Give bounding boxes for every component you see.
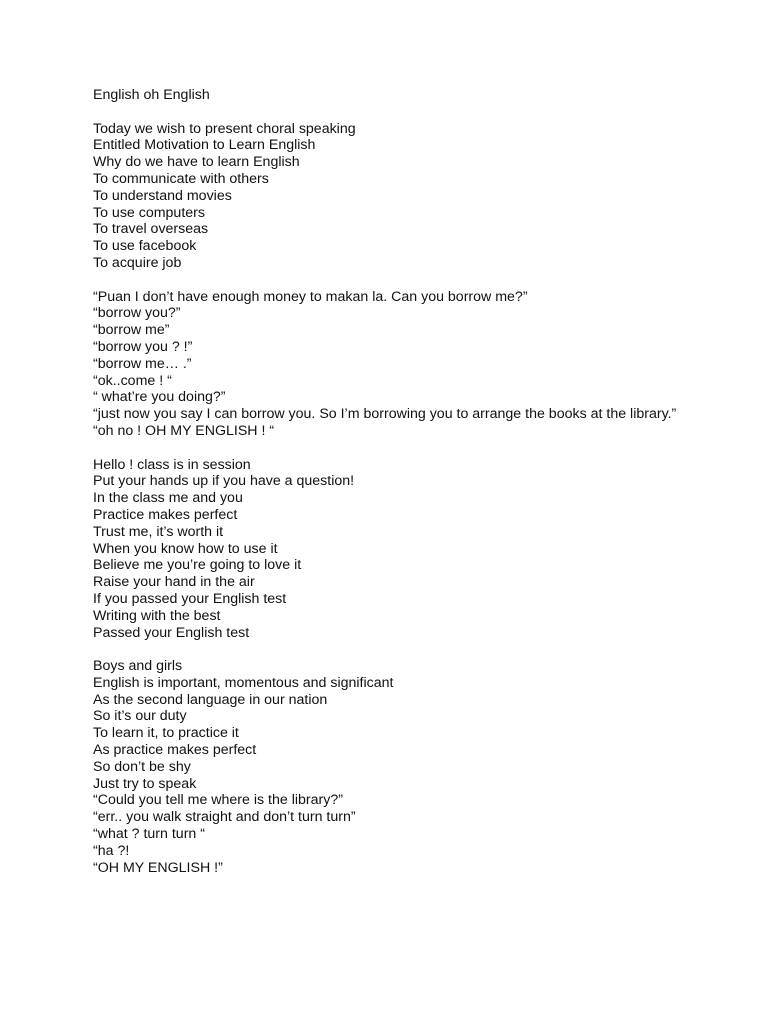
text-line: Passed your English test bbox=[93, 624, 250, 641]
text-line: “what ? turn turn “ bbox=[93, 826, 205, 843]
text-line: “borrow me” bbox=[93, 322, 170, 339]
text-line: If you passed your English test bbox=[93, 590, 287, 607]
text-line: “borrow me… .” bbox=[93, 355, 192, 372]
text-line: Today we wish to present choral speaking bbox=[93, 120, 356, 137]
text-line: To acquire job bbox=[93, 254, 182, 271]
text-line: So don’t be shy bbox=[93, 758, 191, 775]
stanza-motivation bbox=[93, 121, 693, 272]
text-line: “borrow you?” bbox=[93, 305, 181, 322]
text-line: Just try to speak bbox=[93, 775, 197, 792]
stanza-dialogue-borrow bbox=[93, 289, 693, 440]
text-line: “ what’re you doing?” bbox=[93, 389, 226, 406]
text-line: To learn it, to practice it bbox=[93, 725, 239, 742]
text-line: Boys and girls bbox=[93, 658, 183, 675]
text-line: To travel overseas bbox=[93, 221, 209, 238]
text-line: So it’s our duty bbox=[93, 708, 187, 725]
text-line: Put your hands up if you have a question! bbox=[93, 473, 355, 490]
text-line: Believe me you’re going to love it bbox=[93, 557, 302, 574]
text-line: Why do we have to learn English bbox=[93, 154, 300, 171]
text-line: “just now you say I can borrow you. So I’m borrowing you to arrange the books at the library.” bbox=[93, 406, 677, 423]
document-content bbox=[93, 87, 693, 893]
text-line: “Could you tell me where is the library?” bbox=[93, 792, 343, 809]
stanza-class-session bbox=[93, 457, 693, 642]
text-line: Hello ! class is in session bbox=[93, 456, 251, 473]
text-line: “oh no ! OH MY ENGLISH ! “ bbox=[93, 422, 275, 439]
text-line: “OH MY ENGLISH !” bbox=[93, 859, 223, 876]
document-title: English oh English bbox=[93, 87, 210, 103]
text-line: To use facebook bbox=[93, 238, 197, 255]
text-line: Trust me, it’s worth it bbox=[93, 523, 224, 540]
text-line: English is important, momentous and significant bbox=[93, 674, 394, 691]
stanza-boys-and-girls bbox=[93, 658, 693, 876]
text-line: In the class me and you bbox=[93, 490, 243, 507]
text-line: “borrow you ? !” bbox=[93, 338, 193, 355]
text-line: As the second language in our nation bbox=[93, 691, 328, 708]
text-line: Entitled Motivation to Learn English bbox=[93, 137, 316, 154]
text-line: To understand movies bbox=[93, 187, 232, 204]
text-line: “Puan I don’t have enough money to makan la. Can you borrow me?” bbox=[93, 288, 528, 305]
text-line: To use computers bbox=[93, 204, 205, 221]
text-line: Writing with the best bbox=[93, 607, 221, 624]
text-line: “ha ?! bbox=[93, 842, 130, 859]
text-line: When you know how to use it bbox=[93, 540, 278, 557]
text-line: Raise your hand in the air bbox=[93, 574, 255, 591]
text-line: To communicate with others bbox=[93, 170, 269, 187]
text-line: As practice makes perfect bbox=[93, 742, 257, 759]
text-line: Practice makes perfect bbox=[93, 506, 238, 523]
text-line: “err.. you walk straight and don’t turn turn” bbox=[93, 809, 356, 826]
text-line: “ok..come ! “ bbox=[93, 372, 172, 389]
